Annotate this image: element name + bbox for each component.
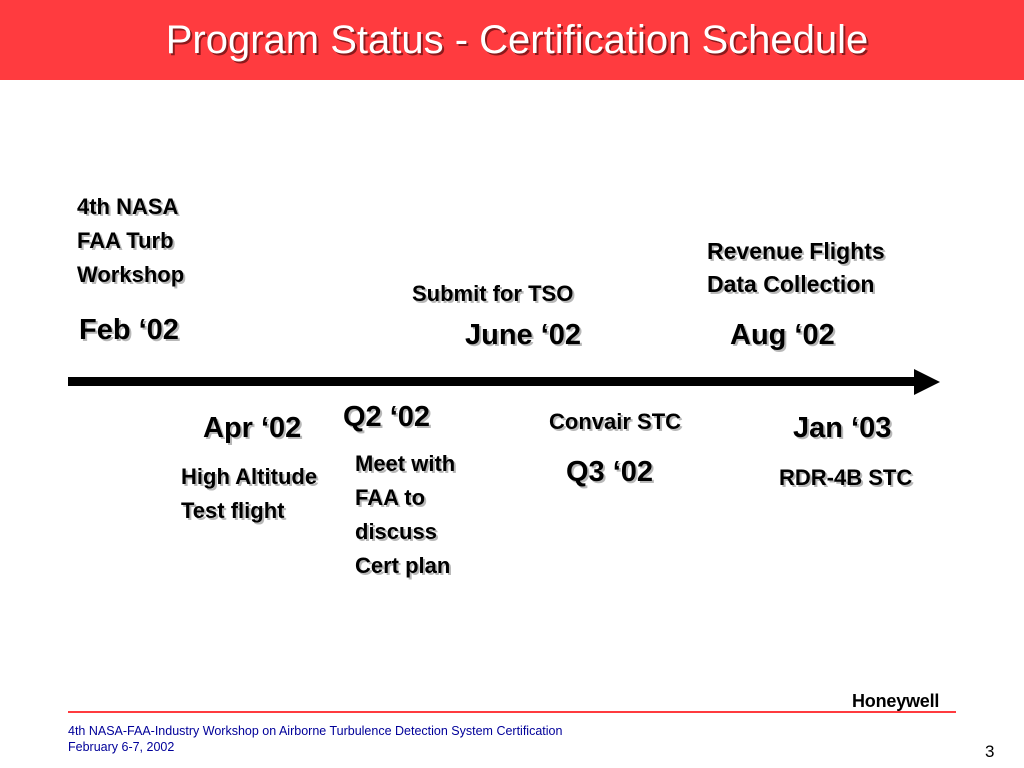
milestone-q2-02-description (355, 447, 455, 583)
milestone-apr-02-description (181, 460, 317, 528)
slide-title: Program Status - Certification Schedule (165, 18, 869, 62)
footer-event-date: February 6-7, 2002 (68, 740, 175, 754)
milestone-text-line: Workshop (77, 262, 185, 287)
milestone-text-line: Cert plan (355, 553, 451, 578)
milestone-june-02-description: Submit for TSO (412, 281, 574, 306)
milestone-feb-02-description (77, 190, 184, 292)
milestone-text-line: High Altitude (181, 464, 318, 489)
milestone-q3-02-date: Q3 ‘02 (566, 456, 654, 488)
honeywell-logo: Honeywell (852, 691, 940, 711)
milestone-aug-02-date: Aug ‘02 (730, 319, 835, 351)
footer-caption (68, 723, 562, 755)
milestone-jan-03-date: Jan ‘03 (793, 412, 892, 444)
footer-divider (68, 711, 956, 713)
timeline-axis (68, 377, 920, 386)
milestone-text-line: FAA Turb (77, 228, 174, 253)
milestone-apr-02-date: Apr ‘02 (203, 412, 302, 444)
milestone-text-line: FAA to (355, 485, 426, 510)
milestone-q2-02-date: Q2 ‘02 (343, 401, 431, 433)
milestone-text-line: Revenue Flights (707, 238, 885, 264)
footer-event-name: 4th NASA-FAA-Industry Workshop on Airborne Turbulence Detection System Certification (68, 724, 563, 738)
milestone-text-line: Meet with (355, 451, 456, 476)
milestone-aug-02-description (707, 235, 885, 301)
timeline-arrowhead-icon (914, 369, 940, 395)
page-number: 3 (985, 742, 995, 761)
milestone-feb-02-date: Feb ‘02 (79, 314, 179, 346)
milestone-jan-03-description: RDR-4B STC (779, 465, 913, 490)
milestone-text-line: Data Collection (707, 271, 875, 297)
milestone-text-line: 4th NASA (77, 194, 179, 219)
milestone-text-line: Test flight (181, 498, 285, 523)
milestone-text-line: discuss (355, 519, 437, 544)
milestone-june-02-date: June ‘02 (465, 319, 582, 351)
milestone-q3-02-description: Convair STC (549, 409, 682, 434)
